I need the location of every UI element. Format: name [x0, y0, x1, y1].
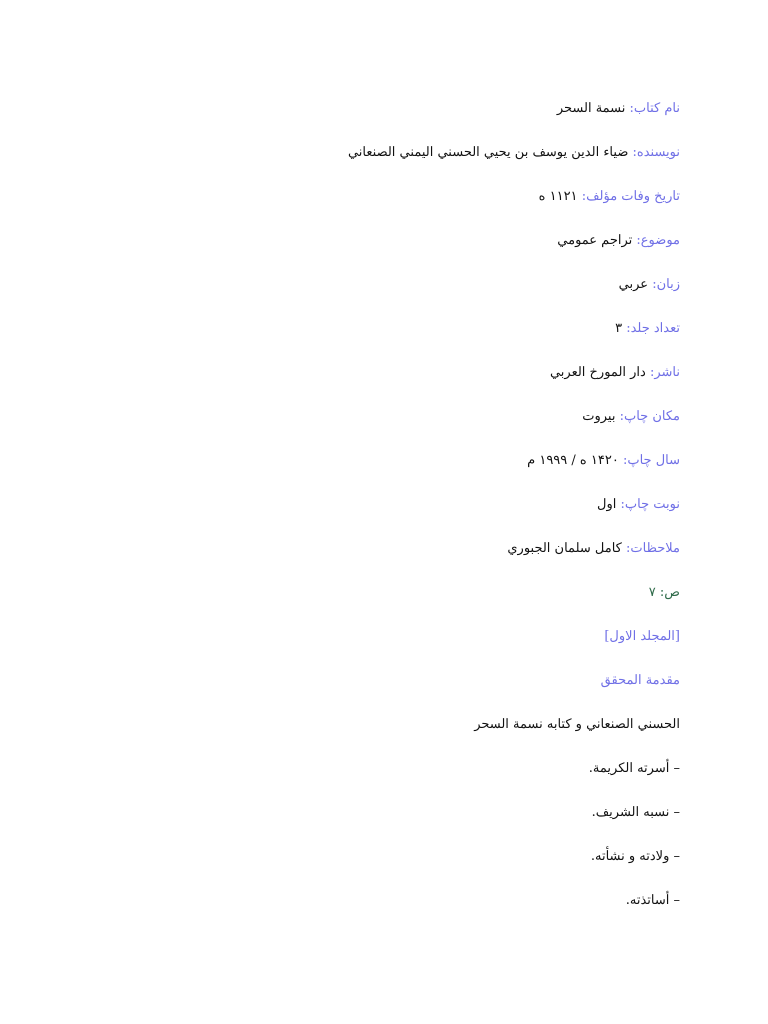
page-value: ۷	[648, 585, 656, 600]
meta-value: نسمة السحر	[556, 101, 626, 116]
meta-author-death-date	[539, 188, 680, 206]
meta-language	[619, 276, 680, 294]
meta-label: ملاحظات:	[626, 541, 680, 556]
meta-print-year	[527, 452, 680, 470]
section-heading-link[interactable]: مقدمة المحقق	[600, 673, 680, 688]
meta-value: عربي	[618, 277, 649, 292]
meta-label: نويسنده:	[632, 145, 680, 160]
page-number	[649, 584, 680, 602]
page-label: ص:	[659, 585, 680, 600]
meta-volume-count	[615, 320, 680, 338]
meta-label: نوبت چاپ:	[620, 497, 680, 512]
list-item: – ولادته و نشأته.	[590, 849, 680, 864]
meta-print-place	[582, 408, 680, 426]
list-item: – أسرته الكريمة.	[588, 761, 680, 776]
meta-value: كامل سلمان الجبوري	[507, 541, 622, 556]
list-item: – أساتذته.	[625, 893, 680, 908]
meta-label: زبان:	[652, 277, 680, 292]
meta-book-title	[557, 100, 680, 118]
meta-value: دار المورخ العربي	[549, 365, 646, 380]
meta-label: تاريخ وفات مؤلف:	[581, 189, 680, 204]
meta-value: تراجم عمومي	[557, 233, 633, 248]
meta-label: مكان چاپ:	[619, 409, 680, 424]
meta-value: بيروت	[582, 409, 616, 424]
meta-value: ۱۱۲۱ ه	[538, 189, 578, 204]
list-item: – نسبه الشريف.	[591, 805, 680, 820]
meta-label: نام کتاب:	[629, 101, 680, 116]
meta-label: ناشر:	[649, 365, 680, 380]
meta-value: ۱۴۲۰ ه / ۱۹۹۹ م	[527, 453, 619, 468]
section-title: الحسني الصنعاني و كتابه نسمة السحر	[474, 717, 680, 732]
meta-label: سال چاپ:	[622, 453, 680, 468]
meta-subject	[557, 232, 680, 250]
volume-link[interactable]: [المجلد الاول]	[604, 629, 680, 644]
meta-notes	[507, 540, 680, 558]
meta-author	[348, 144, 680, 162]
meta-edition	[597, 496, 680, 514]
meta-label: تعداد جلد:	[626, 321, 680, 336]
meta-publisher	[550, 364, 680, 382]
meta-label: موضوع:	[636, 233, 680, 248]
meta-value: اول	[597, 497, 617, 512]
meta-value: ۳	[615, 321, 623, 336]
meta-value: ضياء الدين يوسف بن يحيي الحسني اليمني الصنعاني	[347, 145, 629, 160]
